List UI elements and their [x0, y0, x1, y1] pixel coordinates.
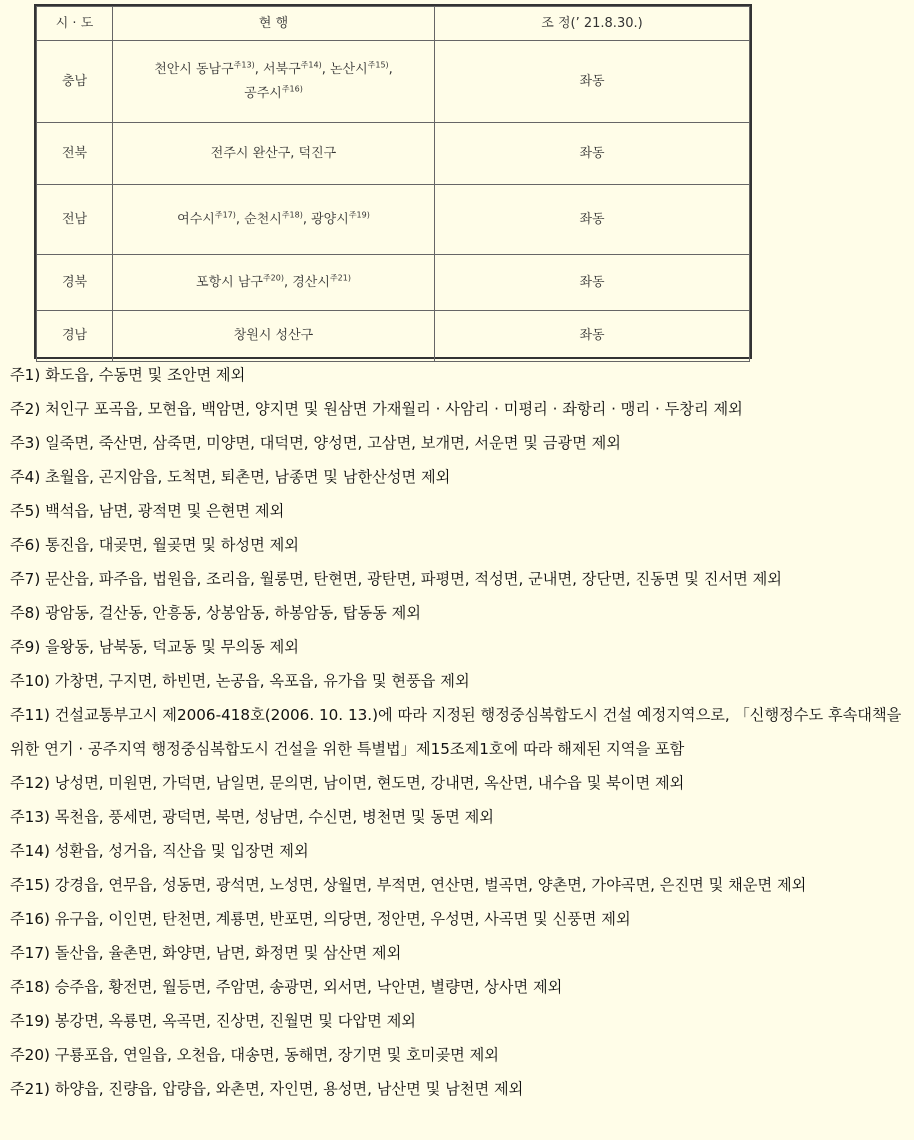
footnote: 주14) 성환읍, 성거읍, 직산읍 및 입장면 제외 [10, 842, 309, 860]
adjustment-cell: 좌동 [435, 255, 750, 311]
footnote: 주6) 통진읍, 대곶면, 월곶면 및 하성면 제외 [10, 536, 299, 554]
region-table-frame [34, 4, 752, 359]
header-province: 시 · 도 [37, 7, 113, 41]
province-cell: 전남 [37, 185, 113, 255]
table-row [37, 185, 750, 255]
footnote: 주12) 낭성면, 미원면, 가덕면, 남일면, 문의면, 남이면, 현도면, 강내면, 옥산면, 내수읍 및 북이면 제외 [10, 774, 685, 792]
province-cell: 충남 [37, 41, 113, 123]
header-adjustment: 조 정(’ 21.8.30.) [435, 7, 750, 41]
province-cell: 경북 [37, 255, 113, 311]
footnote: 주8) 광암동, 걸산동, 안흥동, 상봉암동, 하봉암동, 탑동동 제외 [10, 604, 421, 622]
footnotes [10, 358, 908, 1106]
footnote: 주1) 화도읍, 수동면 및 조안면 제외 [10, 366, 246, 384]
current-cell: 포항시 남구$^{주20)}$, 경산시$^{주21)}$ [113, 255, 435, 311]
adjustment-cell: 좌동 [435, 185, 750, 255]
adjustment-cell: 좌동 [435, 41, 750, 123]
current-cell: 전주시 완산구, 덕진구 [113, 123, 435, 185]
footnote: 주17) 돌산읍, 율촌면, 화양면, 남면, 화정면 및 삼산면 제외 [10, 944, 402, 962]
header-current: 현 행 [113, 7, 435, 41]
table-row [37, 311, 750, 362]
current-cell: 여수시$^{주17)}$, 순천시$^{주18)}$, 광양시$^{주19)}$ [113, 185, 435, 255]
footnote: 주5) 백석읍, 남면, 광적면 및 은현면 제외 [10, 502, 285, 520]
province-cell: 경남 [37, 311, 113, 362]
footnote: 주18) 승주읍, 황전면, 월등면, 주암면, 송광면, 외서면, 낙안면, 별량면, 상사면 제외 [10, 978, 563, 996]
footnote: 주9) 을왕동, 남북동, 덕교동 및 무의동 제외 [10, 638, 299, 656]
table-header-row [37, 7, 750, 41]
table-row [37, 123, 750, 185]
footnote: 주4) 초월읍, 곤지암읍, 도척면, 퇴촌면, 남종면 및 남한산성면 제외 [10, 468, 451, 486]
footnote: 주13) 목천읍, 풍세면, 광덕면, 북면, 성남면, 수신면, 병천면 및 동면 제외 [10, 808, 494, 826]
adjustment-cell: 좌동 [435, 123, 750, 185]
adjustment-cell: 좌동 [435, 311, 750, 362]
footnote: 주11) 건설교통부고시 제2006-418호(2006. 10. 13.)에 따라 지정된 행정중심복합도시 건설 예정지역으로, 「신행정수도 후속대책을 위한 연기 · 공주지역 행정중심복합도시 건설을 위한 특별법」제15조제1호에 따라 해제된 지역을 포함 [10, 706, 902, 758]
footnote: 주21) 하양읍, 진량읍, 압량읍, 와촌면, 자인면, 용성면, 남산면 및 남천면 제외 [10, 1080, 524, 1098]
footnote: 주3) 일죽면, 죽산면, 삼죽면, 미양면, 대덕면, 양성면, 고삼면, 보개면, 서운면 및 금광면 제외 [10, 434, 621, 452]
region-table [36, 6, 750, 362]
footnote: 주2) 처인구 포곡읍, 모현읍, 백암면, 양지면 및 원삼면 가재월리 · 사암리 · 미평리 · 좌항리 · 맹리 · 두창리 제외 [10, 400, 743, 418]
table-row [37, 255, 750, 311]
footnote: 주15) 강경읍, 연무읍, 성동면, 광석면, 노성면, 상월면, 부적면, 연산면, 벌곡면, 양촌면, 가야곡면, 은진면 및 채운면 제외 [10, 876, 807, 894]
footnote: 주10) 가창면, 구지면, 하빈면, 논공읍, 옥포읍, 유가읍 및 현풍읍 제외 [10, 672, 470, 690]
province-cell: 전북 [37, 123, 113, 185]
footnote: 주20) 구룡포읍, 연일읍, 오천읍, 대송면, 동해면, 장기면 및 호미곶면 제외 [10, 1046, 499, 1064]
current-cell: 천안시 동남구$^{주13)}$, 서북구$^{주14)}$, 논산시$^{주15)}$, 공주시$^{주16)}$ [113, 41, 435, 123]
footnote: 주19) 봉강면, 옥룡면, 옥곡면, 진상면, 진월면 및 다압면 제외 [10, 1012, 416, 1030]
current-cell: 창원시 성산구 [113, 311, 435, 362]
footnote: 주7) 문산읍, 파주읍, 법원읍, 조리읍, 월롱면, 탄현면, 광탄면, 파평면, 적성면, 군내면, 장단면, 진동면 및 진서면 제외 [10, 570, 782, 588]
table-row [37, 41, 750, 123]
footnote: 주16) 유구읍, 이인면, 탄천면, 계룡면, 반포면, 의당면, 정안면, 우성면, 사곡면 및 신풍면 제외 [10, 910, 631, 928]
